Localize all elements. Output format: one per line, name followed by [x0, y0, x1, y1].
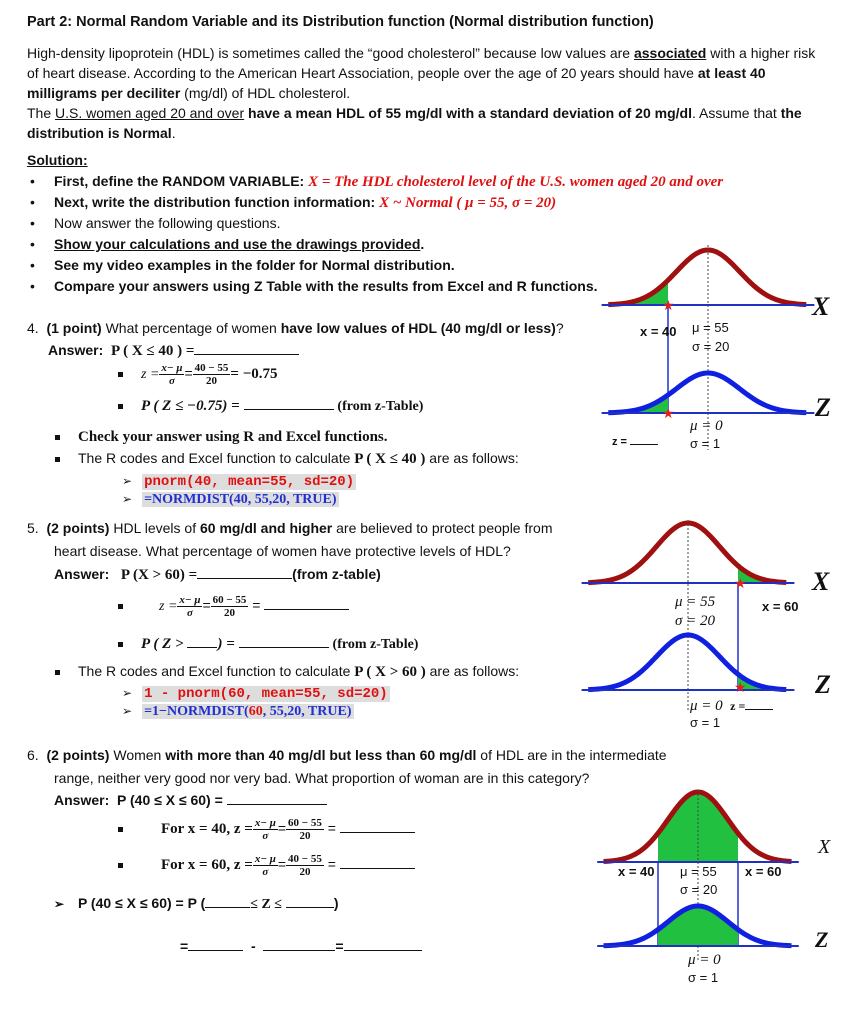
question-4 [27, 320, 564, 336]
intro-text: associated [633, 45, 707, 61]
q4-excel-line: ➢ =NORMDIST(40, 55,20, TRUE) [122, 492, 337, 507]
fraction-denominator: σ [186, 607, 193, 619]
points: (2 points) [46, 747, 110, 763]
question-text: range, neither very good nor very bad. What proportion of woman are in this category? [54, 770, 590, 786]
fraction-numerator: x− μ [254, 817, 276, 829]
distribution-info: X ~ Normal ( μ = 55, σ = 20) [379, 195, 557, 211]
z-result: = −0.75 [230, 366, 278, 383]
x-axis-label: X [812, 567, 830, 596]
fraction-numerator: 60 − 55 [288, 817, 322, 829]
bullet-text: Next, write the distribution function information: [54, 194, 380, 210]
intro-text: . Assume that [691, 105, 781, 121]
star-icon: ★ [734, 575, 747, 591]
intro-text: (mg/dl) of HDL cholesterol. [180, 85, 351, 101]
shaded-area [658, 906, 738, 946]
x-axis-label: X [812, 292, 830, 321]
sd-label: σ = 20 [675, 613, 716, 629]
rcodes-text: are as follows: [425, 450, 519, 466]
intro-text: with a higher risk of heart disease. According to the American Heart Association, people over the age of 20 years should have [27, 45, 816, 81]
answer-label: Answer: [54, 792, 110, 808]
x-value-label: x = 60 [745, 864, 782, 879]
fraction-numerator: 60 − 55 [212, 594, 247, 606]
x-value-label: x = 60 [762, 599, 799, 614]
z-label: z = [730, 699, 746, 713]
fraction-denominator: 20 [299, 866, 311, 878]
answer-blank[interactable] [239, 635, 329, 648]
q6-prob: ➢ P (40 ≤ X ≤ 60) = P ( ≤ Z ≤ ) [54, 895, 339, 912]
bullet-text: See my video examples in the folder for Normal distribution. [54, 257, 455, 273]
star-icon: ★ [662, 405, 675, 421]
q4-check [55, 428, 388, 446]
question-text: of HDL are in the intermediate [476, 747, 667, 763]
q4-rcodes [55, 450, 519, 468]
answer-blank[interactable] [340, 856, 415, 869]
fraction-denominator: 20 [206, 375, 218, 387]
question-number: 5. [27, 520, 39, 536]
excel-formula: 60 [248, 704, 263, 719]
answer-blank[interactable] [227, 792, 327, 805]
x-value-label: x = 40 [640, 324, 677, 339]
q5-z-formula: z = $\frac{x- \mu}{\sigma}$ = $\frac{60 - 55}{20}$ = [118, 594, 349, 619]
prob-expression: ) = [217, 636, 235, 652]
question-text: HDL levels of [109, 520, 200, 536]
r-expression: P ( X > 60 ) [354, 664, 426, 680]
q4-r-code-line: ➢ pnorm(40, mean=55, sd=20) [122, 474, 355, 490]
solution-bullet: • Next, write the distribution function information: X ~ Normal ( μ = 55, σ = 20) [30, 194, 557, 211]
answer-blank[interactable] [197, 566, 292, 579]
answer-label: Answer: [48, 342, 104, 358]
solution-bullet: • Show your calculations and use the drawings provided. [30, 236, 425, 252]
fraction-numerator: x− μ [179, 594, 201, 606]
answer-blank[interactable] [745, 697, 773, 710]
intro-text: have a mean HDL of 55 mg/dl with a standard deviation of 20 mg/dl [244, 105, 692, 121]
answer-expression: P ( X ≤ 40 ) = [111, 343, 195, 359]
z-label: z = [141, 367, 160, 383]
bullet-text: Compare your answers using Z Table with the results from Excel and R functions. [54, 278, 598, 294]
answer-label: Answer: [54, 566, 110, 582]
q6-difference [180, 938, 422, 954]
answer-blank[interactable] [244, 397, 334, 410]
from-z-table: (from z-table) [292, 566, 381, 582]
question-text: What percentage of women [101, 320, 281, 336]
fraction-denominator: 20 [224, 607, 236, 619]
z-mean-row [690, 697, 773, 715]
prob-expression: P ( Z ≤ −0.75) = [141, 398, 240, 414]
q5-excel-line: ➢ =1−NORMDIST(60, 55,20, TRUE) [122, 704, 352, 719]
bullet-text: Show your calculations and use the drawings provided [54, 236, 421, 252]
fraction-denominator: 20 [299, 830, 311, 842]
prob-expression: P ( Z > [141, 636, 184, 652]
mean-label: μ = 55 [675, 594, 716, 610]
answer-blank[interactable] [205, 895, 250, 908]
q5-rcodes [55, 663, 519, 681]
q6-answer [54, 792, 327, 808]
check-text: Check your answer using R and Excel functions. [78, 429, 388, 445]
solution-bullet: • Compare your answers using Z Table with the results from Excel and R functions. [30, 278, 598, 294]
rcodes-text: The R codes and Excel function to calculate [78, 450, 355, 466]
random-variable-definition: X = The HDL cholesterol level of the U.S. women aged 20 and over [308, 174, 724, 190]
star-icon: ★ [734, 679, 747, 695]
equals: = [180, 938, 189, 954]
q6-z40: For x = 40, z = $\frac{x- \mu}{\sigma}$ = $\frac{60 - 55}{20}$ = [118, 817, 415, 842]
for-x-label: For x = 60, z = [161, 857, 253, 874]
z-normal-curve [588, 635, 786, 690]
fraction-numerator: 40 − 55 [194, 362, 229, 374]
x-normal-curve [608, 250, 806, 305]
points: (2 points) [46, 520, 110, 536]
mean-label: μ = 0 [690, 418, 723, 434]
question-text: 60 mg/dl and higher [199, 520, 333, 536]
from-z-table: (from z-Table) [337, 399, 424, 414]
excel-formula: =1−NORMDIST( [144, 704, 249, 719]
q5-r-code-line: ➢ 1 - pnorm(60, mean=55, sd=20) [122, 686, 388, 702]
solution-bullet: • Now answer the following questions. [30, 215, 281, 231]
sd-label: σ = 20 [680, 882, 718, 897]
mean-label: μ = 55 [692, 320, 729, 335]
intro-text: The [27, 105, 56, 121]
question-text: have low values of HDL (40 mg/dl or less) [280, 320, 556, 336]
bullet-text: Now answer the following questions. [54, 215, 281, 231]
z-axis-label: Z [815, 393, 831, 422]
answer-blank[interactable] [340, 820, 415, 833]
intro-text: High-density lipoprotein (HDL) is sometimes called the “good cholesterol” because low values are [27, 45, 634, 61]
q4-answer [48, 342, 299, 360]
question-text: are believed to protect people from [332, 520, 553, 536]
from-z-table: (from z-Table) [332, 637, 419, 652]
sd-label: σ = 20 [692, 339, 730, 354]
intro-text: at least 40 milligrams per deciliter [27, 65, 766, 101]
fraction-denominator: σ [262, 830, 269, 842]
z-axis-label: Z [815, 927, 829, 952]
fraction-denominator: σ [168, 375, 175, 387]
rcodes-text: are as follows: [425, 663, 520, 679]
sd-label: σ = 1 [688, 970, 719, 985]
question-6 [27, 747, 667, 763]
question-text: ? [555, 320, 564, 336]
fraction-numerator: x− μ [161, 362, 183, 374]
answer-blank[interactable] [286, 895, 334, 908]
solution-bullet: • First, define the RANDOM VARIABLE: X = The HDL cholesterol level of the U.S. women aged 20 and over [30, 173, 724, 190]
question-text: Women [109, 747, 166, 763]
q5-prob [118, 635, 418, 653]
intro-text: . [171, 125, 176, 141]
intro-text: U.S. women aged 20 and over [55, 105, 245, 121]
fraction-numerator: 40 − 55 [288, 853, 322, 865]
z-normal-curve [608, 373, 806, 413]
intro-text: the distribution is Normal [27, 105, 802, 141]
z-blank-label [612, 432, 658, 448]
answer-blank[interactable] [344, 938, 422, 951]
z-axis-label: Z [815, 670, 831, 699]
prob-expression: P (40 ≤ X ≤ 60) = P ( [77, 895, 206, 911]
excel-formula: =NORMDIST(40, 55,20, TRUE) [144, 492, 337, 507]
answer-blank[interactable] [264, 597, 349, 610]
fraction-denominator: σ [262, 866, 269, 878]
answer-blank[interactable] [263, 938, 335, 951]
solution-heading: Solution: [27, 152, 88, 168]
q4-prob [118, 397, 423, 415]
answer-blank[interactable] [630, 432, 658, 445]
star-icon: ★ [662, 297, 675, 313]
fraction-numerator: x− μ [254, 853, 276, 865]
q6-z60: For x = 60, z = $\frac{x- \mu}{\sigma}$ = $\frac{40 - 55}{20}$ = [118, 853, 415, 878]
question-text: with more than 40 mg/dl but less than 60 mg/dl [165, 747, 477, 763]
minus: - [250, 938, 256, 954]
bullet-text: First, define the RANDOM VARIABLE: [54, 173, 309, 189]
answer-blank[interactable] [188, 938, 243, 951]
question-5 [27, 520, 552, 536]
x-normal-curve [588, 523, 786, 583]
x-value-label: x = 40 [618, 864, 655, 879]
sd-label: σ = 1 [690, 436, 721, 451]
intro-paragraph [27, 43, 817, 143]
excel-formula: , 55,20, TRUE) [262, 704, 352, 719]
mean-label: μ = 0 [688, 952, 721, 968]
answer-blank[interactable] [187, 635, 217, 648]
solution-bullet: • See my video examples in the folder for Normal distribution. [30, 257, 455, 273]
equals: = [335, 938, 344, 954]
r-code: 1 - pnorm(60, mean=55, sd=20) [144, 686, 388, 702]
points: (1 point) [46, 320, 102, 336]
mean-label: μ = 55 [680, 864, 717, 879]
x-axis-label: X [818, 836, 831, 858]
rcodes-text: The R codes and Excel function to calculate [78, 663, 355, 679]
prob-expression: ) [333, 895, 339, 911]
r-code: pnorm(40, mean=55, sd=20) [144, 474, 355, 490]
page-title: Part 2: Normal Random Variable and its Distribution function (Normal distribution function) [27, 14, 654, 30]
mean-label: μ = 0 [690, 698, 723, 714]
question-number: 4. [27, 320, 39, 336]
question-text: heart disease. What percentage of women have protective levels of HDL? [54, 543, 511, 559]
z-label: z = [159, 599, 178, 615]
answer-expression: P (X > 60) = [120, 567, 198, 583]
z-label: z = [612, 436, 627, 448]
q5-answer [54, 566, 381, 584]
r-expression: P ( X ≤ 40 ) [354, 451, 426, 467]
question-number: 6. [27, 747, 39, 763]
for-x-label: For x = 40, z = [161, 821, 253, 838]
answer-expression: P (40 ≤ X ≤ 60) = [117, 792, 223, 808]
sd-label: σ = 1 [690, 715, 721, 730]
answer-blank[interactable] [194, 342, 299, 355]
prob-expression: ≤ Z ≤ [250, 897, 282, 912]
q4-z-formula: z = $\frac{x- \mu}{\sigma}$ = $\frac{40 - 55}{20}$ = −0.75 [118, 362, 278, 387]
